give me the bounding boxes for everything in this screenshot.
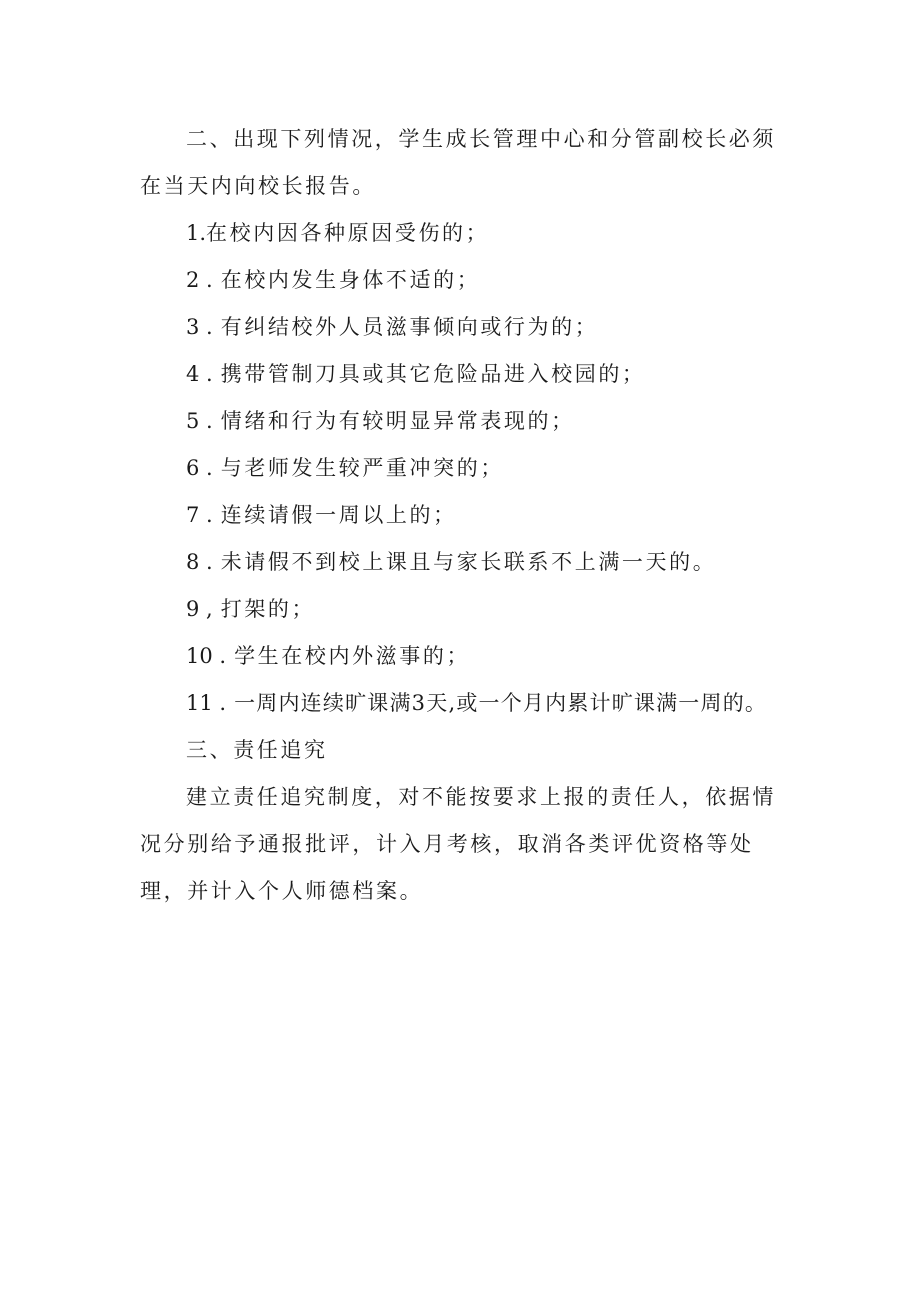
item-number: 1. [186,221,207,245]
item-text: 学生在校内外滋事的； [234,644,471,668]
item-text: 未请假不到校上课且与家长联系不上满一天的。 [220,550,717,574]
item-number: 2 . [186,268,213,292]
item-text: 一周内连续旷课满3天,或一个月内累计旷课满一周的。 [234,691,768,715]
section3-body: 建立责任追究制度，对不能按要求上报的责任人，依据情况分别给予通报批评，计入月考核，取消各类评优资格等处理，并计入个人师德档案。 [140,785,776,903]
list-item [140,633,790,680]
item-text: 有纠结校外人员滋事倾向或行为的； [220,315,599,339]
report-conditions-list [140,210,790,727]
list-item [140,586,790,633]
item-text: 与老师发生较严重冲突的； [220,456,504,480]
item-text: 连续请假一周以上的； [220,503,457,527]
section3-heading: 三、责任追究 [186,738,328,762]
item-number: 4 . [186,362,213,386]
list-item [140,680,790,727]
item-text: 携带管制刀具或其它危险品进入校园的； [220,362,646,386]
item-number: 8 . [186,550,213,574]
item-number: 10 . [186,644,227,668]
list-item [140,445,790,492]
item-number: 5 . [186,409,213,433]
list-item [140,210,790,257]
item-text: 打架的； [220,597,316,621]
list-item [140,351,790,398]
list-item [140,257,790,304]
item-text: 情绪和行为有较明显异常表现的； [220,409,575,433]
item-number: 9 , [186,597,213,621]
item-number: 6 . [186,456,213,480]
item-number: 7 . [186,503,213,527]
document-body [140,116,790,915]
list-item [140,492,790,539]
section2-intro: 二、出现下列情况，学生成长管理中心和分管副校长必须在当天内向校长报告。 [140,127,776,198]
item-number: 11 . [186,691,227,715]
list-item [140,398,790,445]
item-text: 在校内因各种原因受伤的； [206,221,490,245]
item-number: 3 . [186,315,213,339]
list-item [140,304,790,351]
item-text: 在校内发生身体不适的； [220,268,481,292]
list-item [140,539,790,586]
